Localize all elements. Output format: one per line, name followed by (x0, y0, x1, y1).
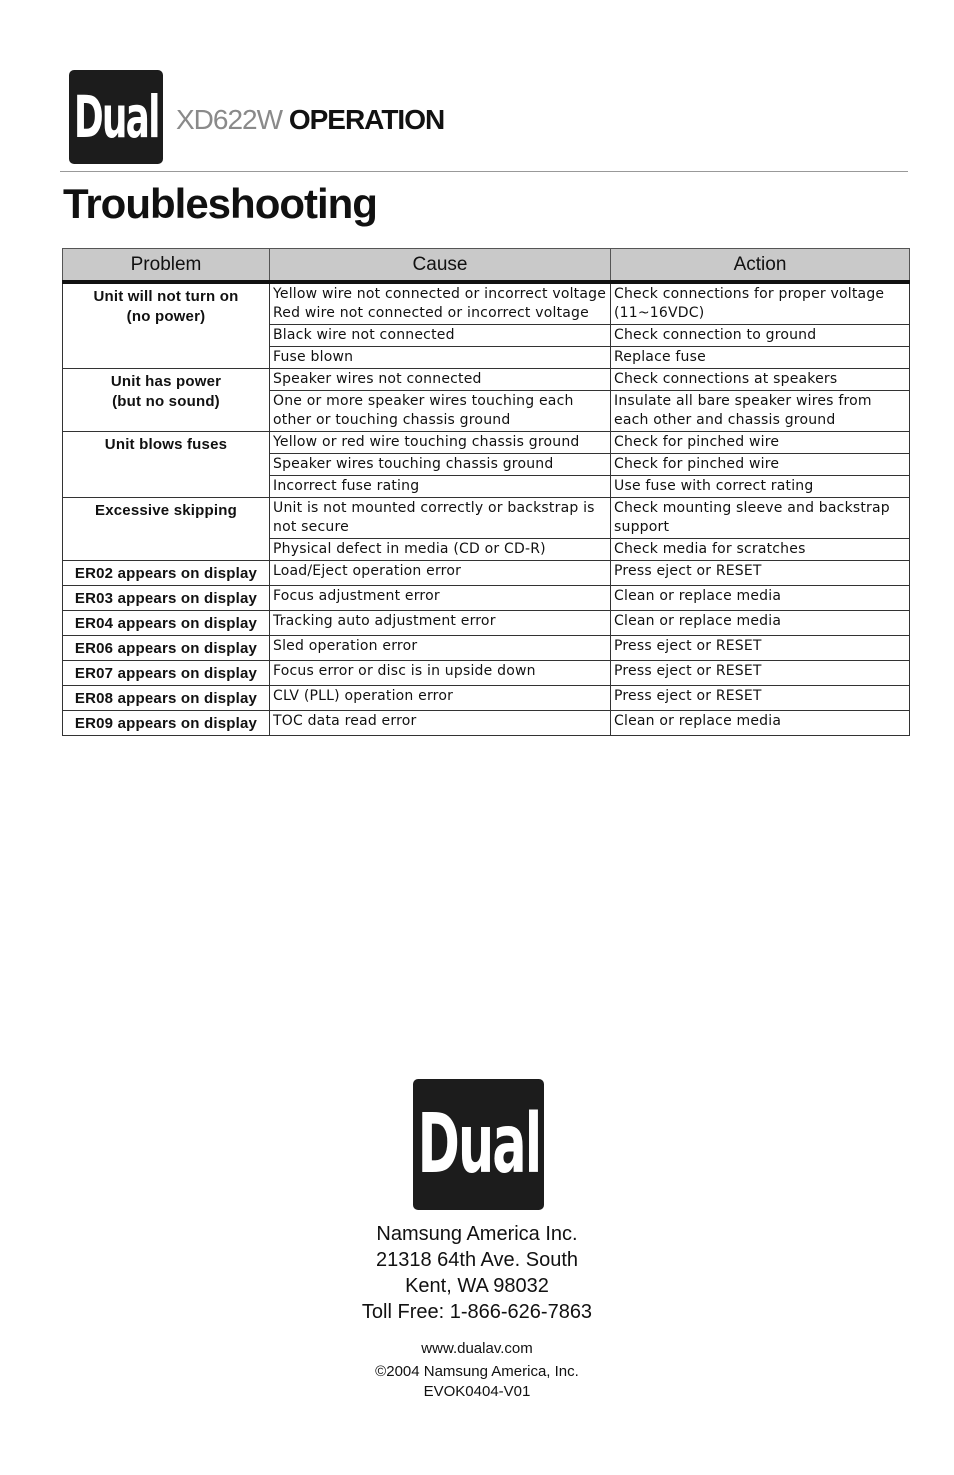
section-name: OPERATION (288, 104, 445, 135)
problem-cell: ER04 appears on display (63, 611, 270, 636)
cause-cell: Sled operation error (270, 636, 611, 661)
table-row (63, 498, 910, 539)
cause-cell: Fuse blown (270, 347, 611, 369)
column-header-action: Action (611, 249, 910, 283)
problem-cell: Unit will not turn on (no power) (63, 282, 270, 369)
action-cell: Press eject or RESET (611, 686, 910, 711)
table-row (63, 432, 910, 454)
cause-cell: Unit is not mounted correctly or backstrap is not secure (270, 498, 611, 539)
table-row (63, 586, 910, 611)
action-cell: Clean or replace media (611, 586, 910, 611)
column-header-problem: Problem (63, 249, 270, 283)
toll-free-number: Toll Free: 1-866-626-7863 (361, 1301, 593, 1323)
action-cell: Press eject or RESET (611, 636, 910, 661)
action-cell: Press eject or RESET (611, 661, 910, 686)
action-cell: Clean or replace media (611, 611, 910, 636)
action-cell: Check connection to ground (611, 325, 910, 347)
problem-cell: ER09 appears on display (63, 711, 270, 736)
table-row (63, 686, 910, 711)
table-row (63, 636, 910, 661)
address-line: 21318 64th Ave. South (375, 1249, 579, 1271)
table-row (63, 611, 910, 636)
table-row (63, 711, 910, 736)
cause-cell: Speaker wires not connected (270, 369, 611, 391)
table-row (63, 661, 910, 686)
cause-cell: Load/Eject operation error (270, 561, 611, 586)
action-cell: Insulate all bare speaker wires from each other and chassis ground (611, 391, 910, 432)
table-row (63, 369, 910, 391)
problem-cell: Unit blows fuses (63, 432, 270, 498)
action-cell: Check for pinched wire (611, 432, 910, 454)
problem-cell: ER07 appears on display (63, 661, 270, 686)
cause-cell: CLV (PLL) operation error (270, 686, 611, 711)
address-line: Namsung America Inc. (376, 1223, 578, 1245)
cause-cell: TOC data read error (270, 711, 611, 736)
table-row (63, 561, 910, 586)
address-line: Kent, WA 98032 (405, 1275, 549, 1297)
problem-cell: Excessive skipping (63, 498, 270, 561)
problem-cell: ER02 appears on display (63, 561, 270, 586)
action-cell: Check media for scratches (611, 539, 910, 561)
cause-cell: One or more speaker wires touching each other or touching chassis ground (270, 391, 611, 432)
action-cell: Use fuse with correct rating (611, 476, 910, 498)
action-cell: Clean or replace media (611, 711, 910, 736)
column-header-cause: Cause (270, 249, 611, 283)
cause-cell: Yellow wire not connected or incorrect voltage Red wire not connected or incorrect voltage (270, 282, 611, 325)
action-cell: Replace fuse (611, 347, 910, 369)
cause-cell: Physical defect in media (CD or CD-R) (270, 539, 611, 561)
cause-cell: Black wire not connected (270, 325, 611, 347)
cause-cell: Incorrect fuse rating (270, 476, 611, 498)
model-name: XD622W (176, 104, 283, 135)
problem-cell: ER06 appears on display (63, 636, 270, 661)
action-cell: Press eject or RESET (611, 561, 910, 586)
problem-cell: ER08 appears on display (63, 686, 270, 711)
action-cell: Check connections for proper voltage (11~16VDC) (611, 282, 910, 325)
page-title: Troubleshooting (63, 180, 377, 227)
header-divider (60, 171, 908, 172)
action-cell: Check for pinched wire (611, 454, 910, 476)
problem-cell: Unit has power (but no sound) (63, 369, 270, 432)
action-cell: Check mounting sleeve and backstrap support (611, 498, 910, 539)
copyright: ©2004 Namsung America, Inc. (375, 1363, 579, 1380)
cause-cell: Yellow or red wire touching chassis ground (270, 432, 611, 454)
table-header-row (63, 249, 910, 283)
problem-cell: ER03 appears on display (63, 586, 270, 611)
table-row (63, 282, 910, 325)
action-cell: Check connections at speakers (611, 369, 910, 391)
dual-logo-footer: Dual (413, 1079, 544, 1210)
dual-logo: Dual (69, 70, 163, 164)
cause-cell: Speaker wires touching chassis ground (270, 454, 611, 476)
document-code: EVOK0404-V01 (423, 1383, 531, 1400)
troubleshooting-table (62, 248, 910, 736)
model-title (176, 104, 444, 136)
website-link: www.dualav.com (421, 1340, 533, 1357)
company-address (0, 1221, 954, 1325)
cause-cell: Focus error or disc is in upside down (270, 661, 611, 686)
cause-cell: Tracking auto adjustment error (270, 611, 611, 636)
cause-cell: Focus adjustment error (270, 586, 611, 611)
